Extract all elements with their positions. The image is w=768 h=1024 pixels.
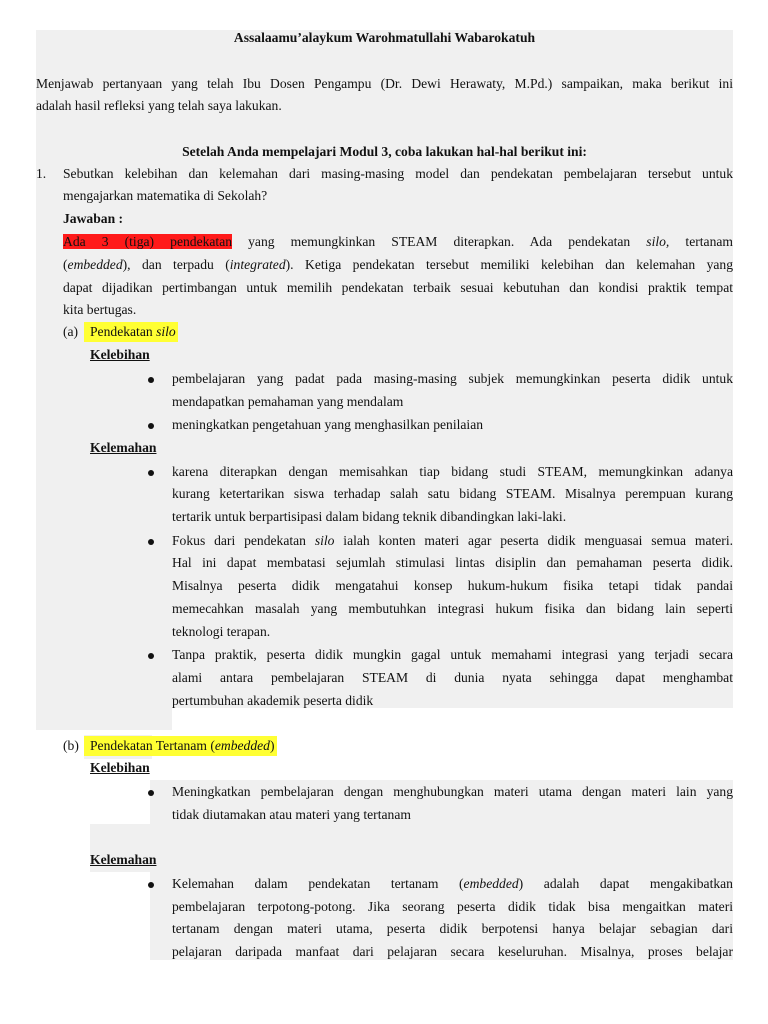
- answer-line-3: dapat dijadikan pertimbangan untuk memilih pendekatan terbaik sesuai kebutuhan dan kondisi praktik tempat: [63, 280, 733, 295]
- page-background-gap-left: [36, 708, 172, 730]
- answer-line-4: kita bertugas.: [63, 302, 137, 317]
- b-kelemahan-1-line-2: pembelajaran terpotong-potong. Jika seorang peserta didik tidak bisa mengaitkan materi: [172, 899, 733, 914]
- section-a-kelebihan-heading: Kelebihan: [90, 347, 150, 362]
- question-line-1: Sebutkan kelebihan dan kelemahan dari masing-masing model dan pendekatan pembelajaran tersebut untuk: [63, 166, 733, 181]
- section-b-marker: (b): [63, 738, 79, 753]
- question-number: 1.: [36, 166, 47, 181]
- answer-label: Jawaban :: [63, 211, 124, 226]
- answer-line-2: (embedded), dan terpadu (integrated). Ketiga pendekatan tersebut memiliki kelebihan dan kelemahan yang: [63, 257, 733, 272]
- section-a-kelemahan-heading: Kelemahan: [90, 440, 157, 455]
- a-kelemahan-3-line-3: pertumbuhan akademik peserta didik: [172, 693, 374, 708]
- b-kelemahan-1-line-3: tertanam dengan materi utama, peserta didik berpotensi hanya belajar sebagian dari: [172, 921, 733, 936]
- a-kelemahan-1-line-3: tertarik untuk berpartisipasi dalam bidang teknik dibandingkan laki-laki.: [172, 509, 567, 524]
- section-b-kelemahan-heading: Kelemahan: [90, 852, 157, 867]
- section-a-title: Pendekatan silo: [84, 322, 178, 342]
- section-b-title: Pendekatan Tertanam (embedded): [84, 736, 277, 756]
- a-kelemahan-2-line-3: Misalnya peserta didik mengatahui konsep hukum-hukum fisika tetapi tidak pandai: [172, 578, 733, 593]
- greeting-title: Assalaamu’alaykum Warohmatullahi Wabarokatuh: [233, 30, 536, 45]
- a-kelebihan-2: meningkatkan pengetahuan yang menghasilkan penilaian: [172, 417, 484, 432]
- a-kelemahan-2-line-5: teknologi terapan.: [172, 624, 271, 639]
- b-kelebihan-1-line-2: tidak diutamakan atau materi yang tertanam: [172, 807, 411, 822]
- bullet-dot: [148, 423, 154, 429]
- bullet-dot: [148, 539, 154, 545]
- question-line-2: mengajarkan matematika di Sekolah?: [63, 188, 268, 203]
- page-background-gap-b: [90, 824, 733, 872]
- a-kelemahan-2-line-2: Hal ini dapat membatasi sejumlah stimulasi lintas disiplin dan pemahaman peserta didik.: [172, 555, 733, 570]
- a-kelemahan-3-line-1: Tanpa praktik, peserta didik mungkin gagal untuk memahami integrasi yang terjadi secara: [172, 647, 733, 662]
- answer-line-1: Ada 3 (tiga) pendekatan yang memungkinkan STEAM diterapkan. Ada pendekatan silo, tertanam: [63, 234, 733, 249]
- section-a-marker: (a): [63, 324, 79, 339]
- intro-line-1: Menjawab pertanyaan yang telah Ibu Dosen Pengampu (Dr. Dewi Herawaty, M.Pd.) sampaikan, maka berikut ini: [36, 76, 733, 91]
- b-kelebihan-1-line-1: Meningkatkan pembelajaran dengan menghubungkan materi utama dengan materi lain yang: [172, 784, 733, 799]
- bullet-dot: [148, 470, 154, 476]
- a-kelemahan-3-line-2: alami antara pembelajaran STEAM di dunia nyata sehingga dapat menghambat: [172, 670, 733, 685]
- highlight-red: Ada 3 (tiga) pendekatan: [63, 234, 233, 249]
- a-kelebihan-1-line-2: mendapatkan pemahaman yang mendalam: [172, 394, 404, 409]
- a-kelebihan-1-line-1: pembelajaran yang padat pada masing-masing subjek memungkinkan peserta didik untuk: [172, 371, 733, 386]
- b-kelemahan-1-line-1: Kelemahan dalam pendekatan tertanam (embedded) adalah dapat mengakibatkan: [172, 876, 733, 891]
- bullet-dot: [148, 790, 154, 796]
- bullet-dot: [148, 653, 154, 659]
- b-kelemahan-1-line-4: pelajaran daripada manfaat dari pelajaran secara keseluruhan. Misalnya, proses belajar: [172, 944, 733, 959]
- intro-line-2: adalah hasil refleksi yang telah saya lakukan.: [36, 98, 282, 113]
- a-kelemahan-1-line-1: karena diterapkan dengan memisahkan tiap bidang studi STEAM, memungkinkan adanya: [172, 464, 733, 479]
- section-heading: Setelah Anda mempelajari Modul 3, coba lakukan hal-hal berikut ini:: [182, 144, 587, 159]
- bullet-dot: [148, 377, 154, 383]
- a-kelemahan-2-line-1: Fokus dari pendekatan silo ialah konten materi agar peserta didik menguasai semua materi.: [172, 533, 734, 548]
- a-kelemahan-1-line-2: kurang ketertarikan siswa terhadap salah satu bidang STEAM. Misalnya perempuan kurang: [172, 486, 733, 501]
- section-b-kelebihan-heading: Kelebihan: [90, 760, 150, 775]
- a-kelemahan-2-line-4: memecahkan masalah yang membutuhkan integrasi hukum fisika dan bidang lain seperti: [172, 601, 733, 616]
- bullet-dot: [148, 882, 154, 888]
